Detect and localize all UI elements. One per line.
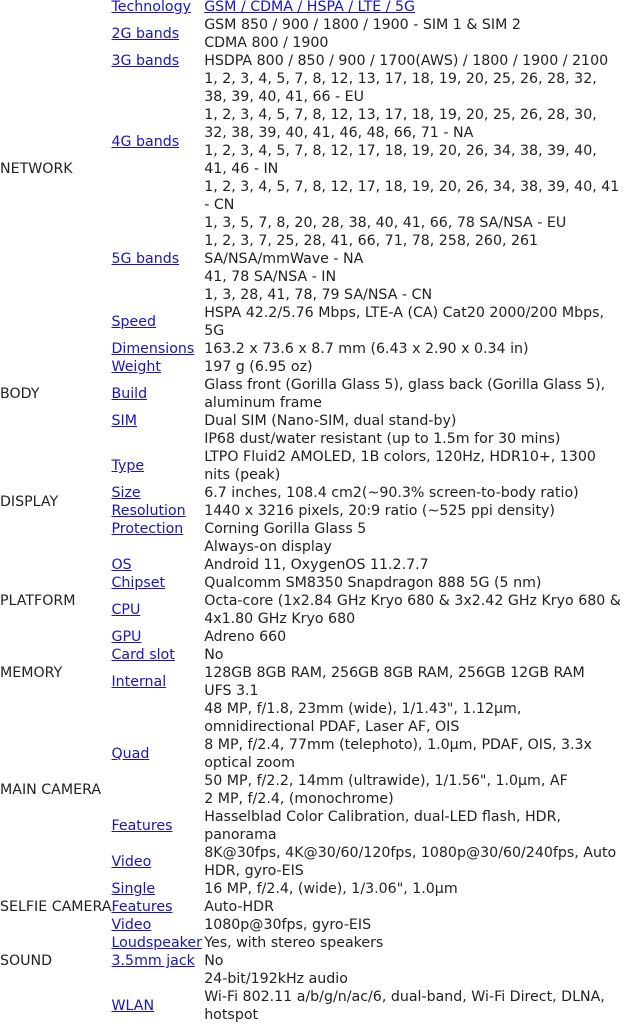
- feature-link-quad[interactable]: Quad: [111, 746, 150, 762]
- feature-link-card-slot[interactable]: Card slot: [111, 647, 175, 663]
- spec-value-text: 41, 78 SA/NSA - IN: [204, 269, 337, 285]
- feature-link-dimensions[interactable]: Dimensions: [111, 341, 195, 357]
- feature-link-video[interactable]: Video: [111, 917, 152, 933]
- spec-value-text: Auto-HDR: [204, 899, 274, 915]
- feature-cell: [112, 448, 205, 484]
- spec-value-text: IP68 dust/water resistant (up to 1.5m for 30 mins): [204, 431, 561, 447]
- feature-cell: [112, 628, 205, 646]
- spec-value-cell: [204, 142, 626, 178]
- feature-link-type[interactable]: Type: [111, 458, 145, 474]
- spec-value-text: 1080p@30fps, gyro-EIS: [204, 917, 372, 933]
- feature-link-sim[interactable]: SIM: [111, 413, 137, 429]
- spec-value-cell: [204, 664, 626, 682]
- spec-value-text: 1, 2, 3, 4, 5, 7, 8, 12, 17, 18, 19, 20, 26, 34, 38, 39, 40, 41 - CN: [204, 179, 620, 213]
- feature-link-os[interactable]: OS: [111, 557, 132, 573]
- category-memory-label: MEMORY: [0, 665, 63, 681]
- spec-value-cell: [204, 502, 626, 520]
- spec-value-text: No: [204, 953, 224, 969]
- spec-value-text: 1, 2, 3, 7, 25, 28, 41, 66, 71, 78, 258, 260, 261 SA/NSA/mmWave - NA: [204, 233, 539, 267]
- feature-link-3-5mm-jack[interactable]: 3.5mm jack: [111, 953, 195, 969]
- spec-value-cell: [204, 682, 626, 700]
- spec-value-text: HSPA 42.2/5.76 Mbps, LTE-A (CA) Cat20 2000/200 Mbps, 5G: [204, 305, 605, 339]
- spec-value-cell: [204, 916, 626, 934]
- feature-link-4g-bands[interactable]: 4G bands: [111, 134, 180, 150]
- spec-value-text: No: [204, 647, 224, 663]
- feature-link-features[interactable]: Features: [111, 818, 173, 834]
- feature-cell: [112, 898, 205, 916]
- feature-link-weight[interactable]: Weight: [111, 359, 161, 375]
- feature-cell: [112, 664, 205, 700]
- feature-cell: [112, 844, 205, 880]
- spec-value-cell: [204, 574, 626, 592]
- spec-value-text: 163.2 x 73.6 x 8.7 mm (6.43 x 2.90 x 0.34 in): [204, 341, 529, 357]
- spec-value-cell: [204, 700, 626, 736]
- spec-value-cell: [204, 988, 626, 1024]
- spec-value-text: HSDPA 800 / 850 / 900 / 1700(AWS) / 1800 / 1900 / 2100: [204, 53, 609, 69]
- spec-value-cell: [204, 880, 626, 898]
- spec-value-text: 2 MP, f/2.4, (monochrome): [204, 791, 394, 807]
- spec-value-cell: [204, 286, 626, 304]
- spec-value-cell: [204, 214, 626, 232]
- spec-value-cell: [204, 430, 626, 448]
- spec-row: [0, 556, 626, 574]
- spec-value-text: 1, 3, 28, 41, 78, 79 SA/NSA - CN: [204, 287, 433, 303]
- spec-value-text: Octa-core (1x2.84 GHz Kryo 680 & 3x2.42 GHz Kryo 680 & 4x1.80 GHz Kryo 680: [204, 593, 621, 627]
- spec-value-text: Hasselblad Color Calibration, dual-LED flash, HDR, panorama: [204, 809, 561, 843]
- spec-value-text: 1, 3, 5, 7, 8, 20, 28, 38, 40, 41, 66, 78 SA/NSA - EU: [204, 215, 567, 231]
- feature-link-wlan[interactable]: WLAN: [111, 998, 155, 1014]
- spec-row: [0, 448, 626, 484]
- spec-value-text: Android 11, OxygenOS 11.2.7.7: [204, 557, 429, 573]
- feature-cell: [112, 70, 205, 214]
- spec-row: [0, 340, 626, 358]
- spec-value-text: 197 g (6.95 oz): [204, 359, 313, 375]
- spec-value-text: 1, 2, 3, 4, 5, 7, 8, 12, 17, 18, 19, 20, 26, 34, 38, 39, 40, 41, 46 - IN: [204, 143, 597, 177]
- feature-link-internal[interactable]: Internal: [111, 674, 167, 690]
- spec-value-text: Yes, with stereo speakers: [204, 935, 384, 951]
- feature-cell: [112, 916, 205, 934]
- spec-value-cell: [204, 34, 626, 52]
- spec-value-cell: [204, 844, 626, 880]
- spec-value-text: 1, 2, 3, 4, 5, 7, 8, 12, 13, 17, 18, 19, 20, 25, 26, 28, 30, 32, 38, 39, 40, 41, 46, 48, 66, 71 - NA: [204, 107, 597, 141]
- feature-cell: [112, 304, 205, 340]
- spec-row: [0, 934, 626, 952]
- feature-cell: [112, 520, 205, 538]
- spec-value-cell: [204, 772, 626, 790]
- spec-value-cell: [204, 538, 626, 556]
- spec-value-cell: [204, 106, 626, 142]
- spec-value-text: 24-bit/192kHz audio: [204, 971, 348, 987]
- feature-cell: [112, 934, 205, 952]
- spec-value-text: 8 MP, f/2.4, 77mm (telephoto), 1.0µm, PDAF, OIS, 3.3x optical zoom: [204, 737, 592, 771]
- spec-value-text: CDMA 800 / 1900: [204, 35, 329, 51]
- feature-link-3g-bands[interactable]: 3G bands: [111, 53, 180, 69]
- spec-value-cell: [204, 952, 626, 970]
- feature-cell: [112, 574, 205, 592]
- feature-cell: [112, 880, 205, 898]
- spec-value-cell: [204, 484, 626, 502]
- feature-cell: [112, 430, 205, 448]
- feature-link-2g-bands[interactable]: 2G bands: [111, 26, 180, 42]
- feature-link-protection[interactable]: Protection: [111, 521, 184, 537]
- category-sound-label: SOUND: [0, 953, 53, 969]
- spec-value-text: Always-on display: [204, 539, 332, 555]
- spec-value-text: LTPO Fluid2 AMOLED, 1B colors, 120Hz, HDR10+, 1300 nits (peak): [204, 449, 596, 483]
- spec-row: [0, 880, 626, 898]
- spec-row: [0, 646, 626, 664]
- spec-value-cell: [204, 898, 626, 916]
- category-body-label: BODY: [0, 386, 40, 402]
- category-platform-label: PLATFORM: [0, 593, 76, 609]
- spec-value-cell: [204, 70, 626, 106]
- spec-value-text: 48 MP, f/1.8, 23mm (wide), 1/1.43", 1.12µm, omnidirectional PDAF, Laser AF, OIS: [204, 701, 522, 735]
- spec-value-cell: [204, 520, 626, 538]
- feature-link-build[interactable]: Build: [111, 386, 148, 402]
- feature-link-single[interactable]: Single: [111, 881, 156, 897]
- feature-cell: [112, 214, 205, 304]
- spec-value-cell: [204, 412, 626, 430]
- feature-link-resolution[interactable]: Resolution: [111, 503, 186, 519]
- category-selfie-camera-label: SELFIE CAMERA: [0, 899, 112, 915]
- feature-cell: [112, 808, 205, 844]
- feature-cell: [112, 538, 205, 556]
- spec-value-cell: [204, 808, 626, 844]
- spec-value-cell: [204, 448, 626, 484]
- spec-row: [0, 0, 626, 16]
- spec-value-cell: [204, 628, 626, 646]
- spec-value-text: Dual SIM (Nano-SIM, dual stand-by): [204, 413, 457, 429]
- spec-value-text: Corning Gorilla Glass 5: [204, 521, 367, 537]
- feature-cell: [112, 988, 205, 1024]
- feature-cell: [112, 358, 205, 376]
- feature-cell: [112, 376, 205, 412]
- spec-value-text: 16 MP, f/2.4, (wide), 1/3.06", 1.0µm: [204, 881, 458, 897]
- feature-cell: [112, 0, 205, 16]
- spec-row: [0, 700, 626, 736]
- category-main-camera-label: MAIN CAMERA: [0, 782, 102, 798]
- feature-cell: [112, 340, 205, 358]
- feature-link-5g-bands[interactable]: 5G bands: [111, 251, 180, 267]
- feature-link-cpu[interactable]: CPU: [111, 602, 141, 618]
- feature-link-speed[interactable]: Speed: [111, 314, 156, 330]
- feature-link-loudspeaker[interactable]: Loudspeaker: [111, 935, 202, 951]
- spec-value-text: 1440 x 3216 pixels, 20:9 ratio (~525 ppi density): [204, 503, 555, 519]
- feature-link-technology[interactable]: Technology: [111, 0, 191, 15]
- spec-value-cell: [204, 934, 626, 952]
- feature-link-size[interactable]: Size: [111, 485, 141, 501]
- category-connectivity-label: [0, 988, 112, 1024]
- spec-value-cell: [204, 790, 626, 808]
- spec-value-text: GSM 850 / 900 / 1800 / 1900 - SIM 1 & SIM 2: [204, 17, 521, 33]
- feature-link-video[interactable]: Video: [111, 854, 152, 870]
- spec-value-cell: [204, 232, 626, 268]
- feature-cell: [112, 970, 205, 988]
- technology-value-link[interactable]: GSM / CDMA / HSPA / LTE / 5G: [204, 0, 416, 15]
- feature-link-features[interactable]: Features: [111, 899, 173, 915]
- feature-cell: [112, 592, 205, 628]
- spec-value-cell: [204, 592, 626, 628]
- spec-row: [0, 988, 626, 1024]
- feature-cell: [112, 502, 205, 520]
- feature-link-chipset[interactable]: Chipset: [111, 575, 166, 591]
- spec-value-cell: [204, 376, 626, 412]
- feature-cell: [112, 16, 205, 52]
- spec-value-cell: [204, 358, 626, 376]
- spec-value-text: Qualcomm SM8350 Snapdragon 888 5G (5 nm): [204, 575, 542, 591]
- spec-value-text: 50 MP, f/2.2, 14mm (ultrawide), 1/1.56", 1.0µm, AF: [204, 773, 568, 789]
- spec-value-cell: [204, 736, 626, 772]
- spec-value-text: Adreno 660: [204, 629, 287, 645]
- feature-cell: [112, 484, 205, 502]
- spec-value-text: Wi-Fi 802.11 a/b/g/n/ac/6, dual-band, Wi-Fi Direct, DLNA, hotspot: [204, 989, 605, 1023]
- spec-value-text: 1, 2, 3, 4, 5, 7, 8, 12, 13, 17, 18, 19, 20, 25, 26, 28, 32, 38, 39, 40, 41, 66 - EU: [204, 71, 597, 105]
- feature-cell: [112, 952, 205, 970]
- feature-cell: [112, 412, 205, 430]
- category-network-label: NETWORK: [0, 161, 73, 177]
- feature-cell: [112, 646, 205, 664]
- spec-value-cell: [204, 52, 626, 70]
- spec-value-text: UFS 3.1: [204, 683, 259, 699]
- spec-value-text: 128GB 8GB RAM, 256GB 8GB RAM, 256GB 12GB RAM: [204, 665, 585, 681]
- feature-cell: [112, 52, 205, 70]
- category-display-label: DISPLAY: [0, 494, 59, 510]
- spec-value-cell: [204, 340, 626, 358]
- spec-value-cell: [204, 178, 626, 214]
- feature-cell: [112, 700, 205, 808]
- spec-value-cell: [204, 646, 626, 664]
- spec-value-text: Glass front (Gorilla Glass 5), glass back (Gorilla Glass 5), aluminum frame: [204, 377, 606, 411]
- spec-value-cell: [204, 16, 626, 34]
- spec-value-cell: [204, 556, 626, 574]
- spec-value-cell: [204, 304, 626, 340]
- spec-value-cell: [204, 268, 626, 286]
- feature-cell: [112, 556, 205, 574]
- spec-value-text: 6.7 inches, 108.4 cm2(~90.3% screen-to-body ratio): [204, 485, 579, 501]
- spec-value-cell: [204, 0, 626, 16]
- feature-link-gpu[interactable]: GPU: [111, 629, 142, 645]
- spec-value-text: 8K@30fps, 4K@30/60/120fps, 1080p@30/60/240fps, Auto HDR, gyro-EIS: [204, 845, 617, 879]
- spec-value-cell: [204, 970, 626, 988]
